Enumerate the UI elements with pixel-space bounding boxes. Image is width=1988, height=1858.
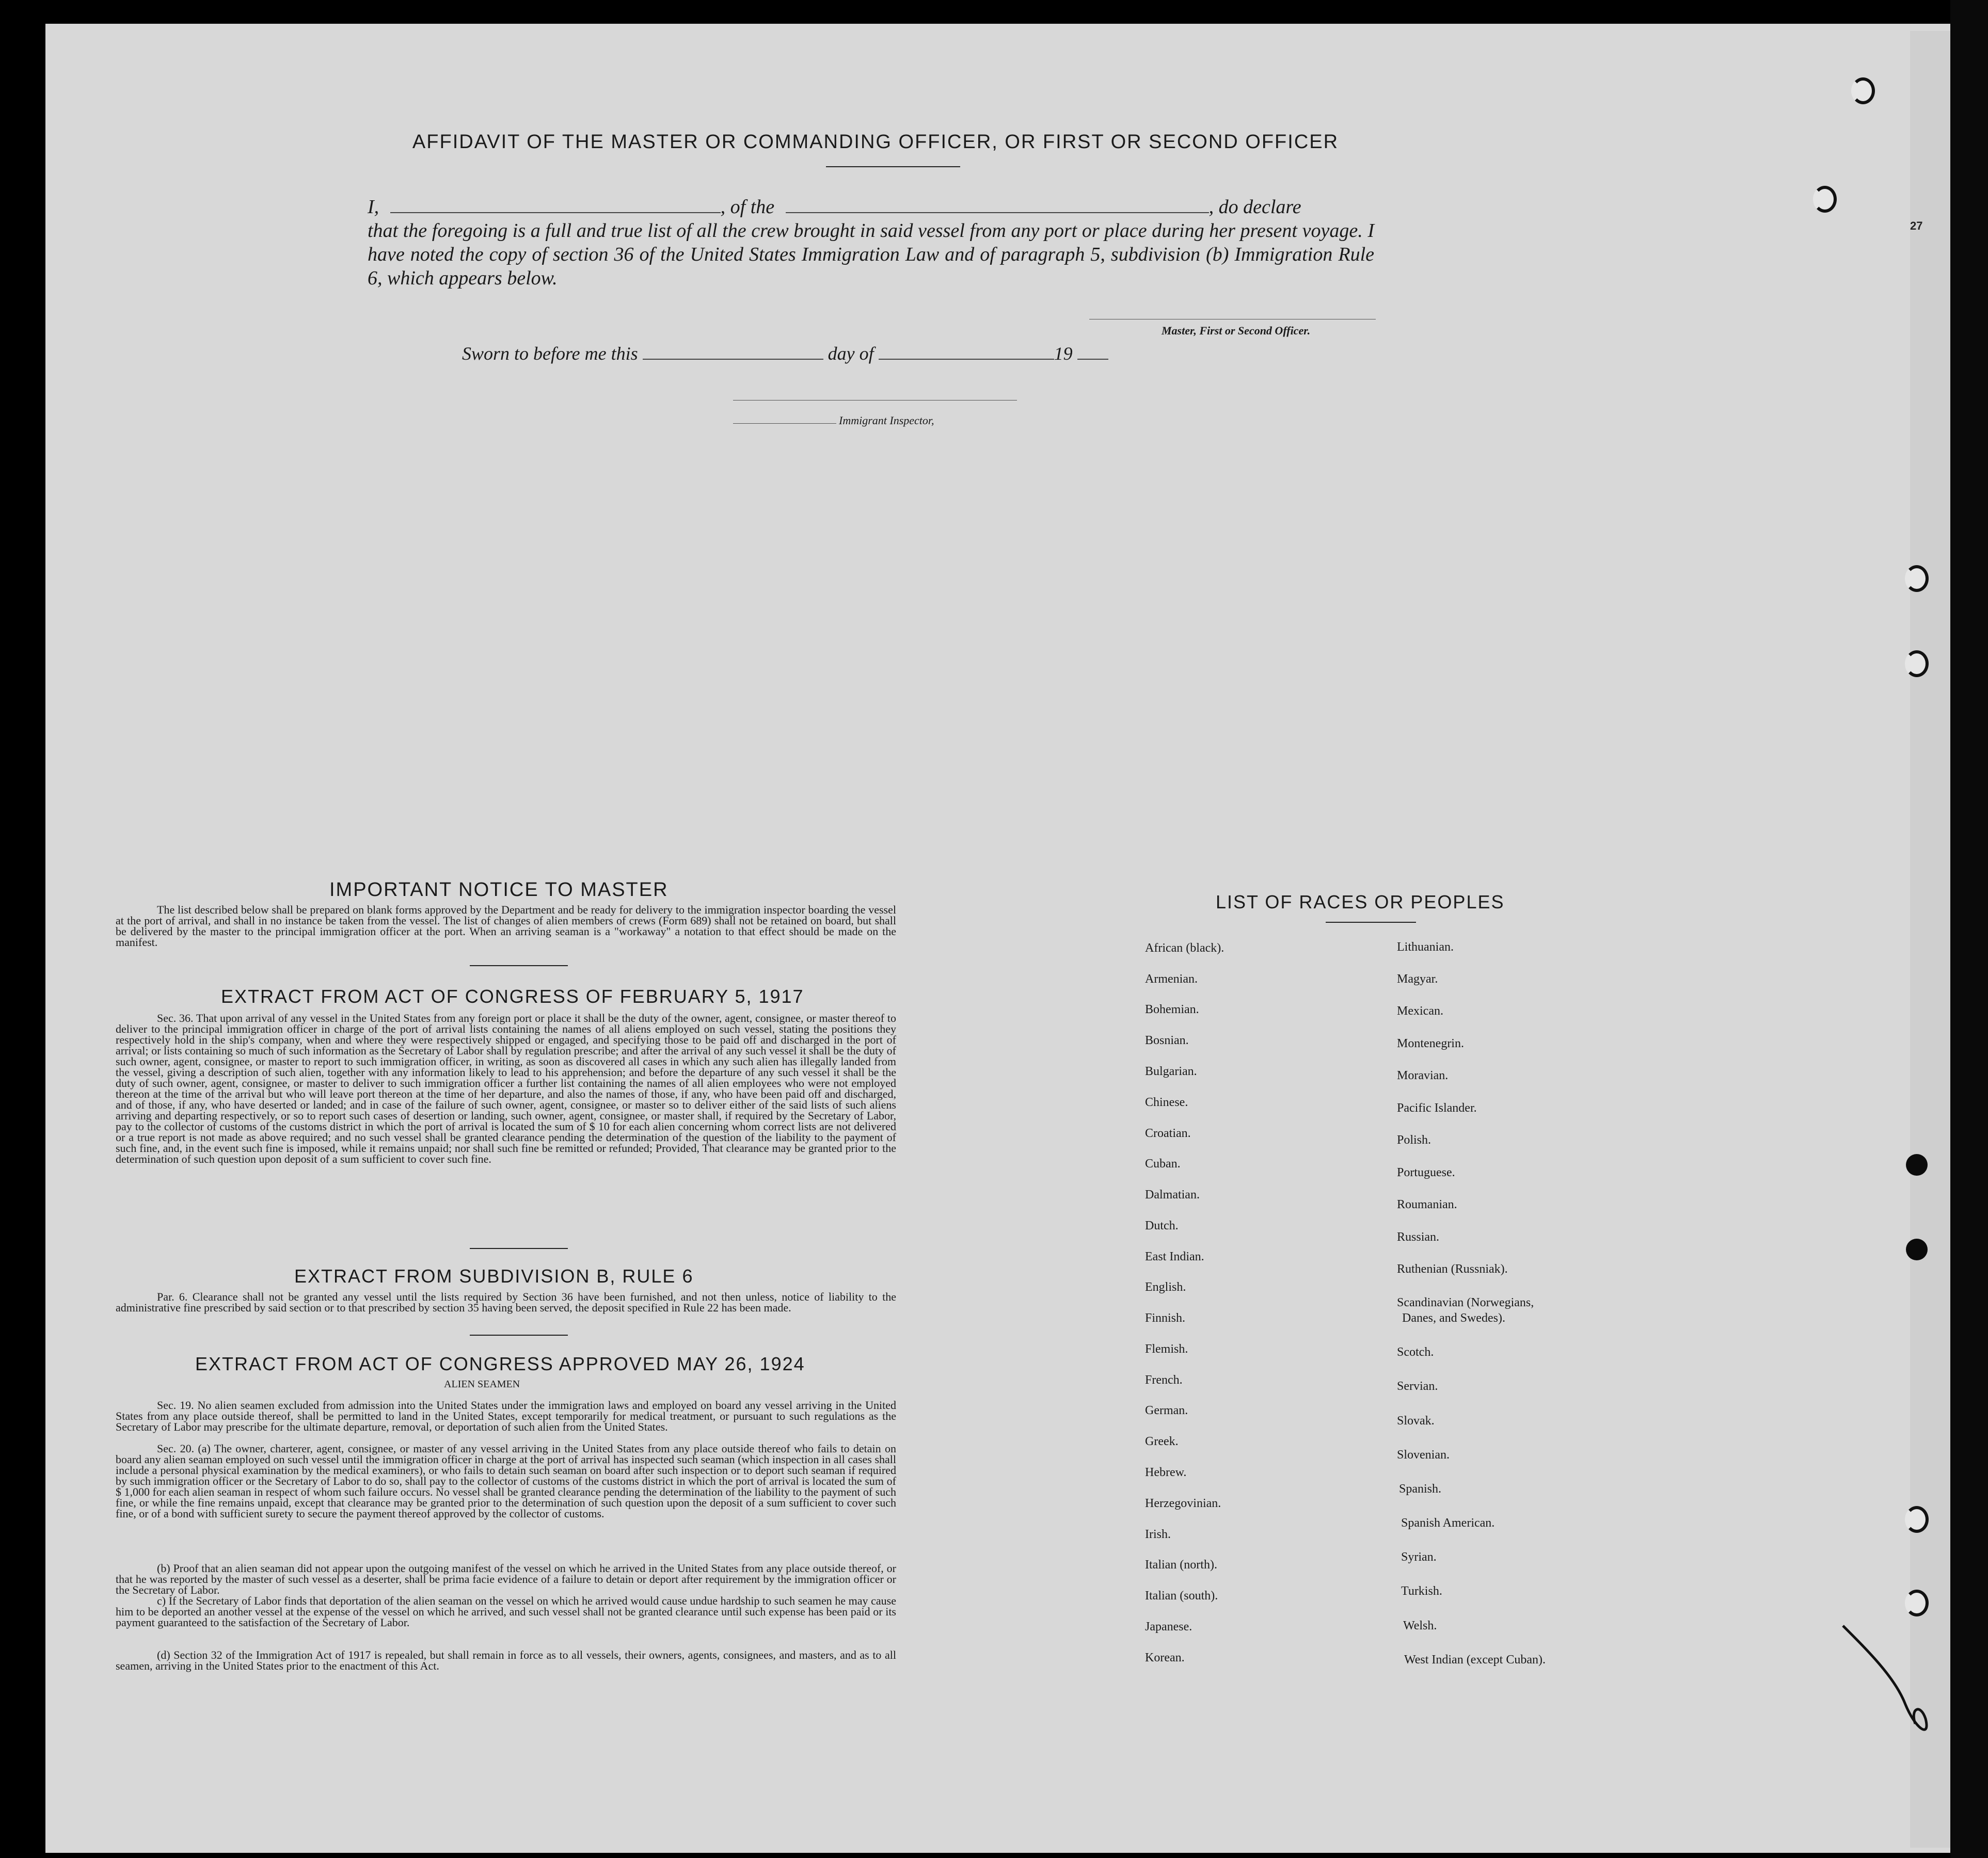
race-item: West Indian (except Cuban).	[1404, 1653, 1546, 1667]
extract-1917-body: Sec. 36. That upon arrival of any vessel in the United States from any foreign port or place it shall be the duty of the owner, agent, consignee, or master thereof to deliver to the principal immigration officer in charge of the port of arrival lists containing the names of all aliens employed on such vessel, stating the positions they respectively hold in the ship's company, when and where they were respectively shipped or engaged, and specifying those to be paid off and discharged in the port of arrival; or lists containing so much of such information as the Secretary of Labor shall by regulation prescribe; and after the arrival of any such vessel it shall be the duty of such owner, agent, consignee, or master to report to such immigration officer, in writing, as soon as discovered all cases in which any such alien has illegally landed from the vessel, giving a description of such alien, together with any information likely to lead to his apprehension; and before the departure of any such vessel it shall be the duty of such owner, agent, consignee, or master to deliver to such immigration officer a further list containing the names of all alien employees who were not employed thereon at the time of the arrival but who will leave port thereon at the time of her departure, and also the names of those, if any, who have been paid off and discharged, and of those, if any, who have deserted or landed; and in case of the failure of such owner, agent, consignee, or master so to deliver either of the said lists of such aliens arriving and departing respectively, or so to report such cases of desertion or landing, such owner, agent, consignee, or master shall, if required by the Secretary of Labor, pay to the collector of customs of the customs district in which the port of arrival is located the sum of $ 10 for each alien concerning whom correct lists are not delivered or a true report is not made as above required; and no such vessel shall be granted clearance pending the determination of the question of the liability to the payment of such fine, and, in the event such fine is imposed, while it remains unpaid; nor shall such fine be remitted or refunded; Provided, That clearance may be granted prior to the determination of such question upon deposit of a sum sufficient to cover such fine.	[116, 1012, 896, 1165]
pencil-mark	[1838, 1621, 1941, 1744]
race-item: Ruthenian (Russniak).	[1397, 1262, 1508, 1276]
race-item: Cuban.	[1145, 1157, 1181, 1171]
page-edge-strip	[1910, 31, 1950, 1848]
extract-1924-sec20a: Sec. 20. (a) The owner, charterer, agent, consignee, or master of any vessel arriving in the United States from any place outside thereof who fails to detain on board any alien seaman employed on such vessel until the immigration officer in charge at the port of arrival has inspected such seaman (which inspection in all cases shall include a personal physical examination by the medical examiners), or who fails to detain such seaman on board after such inspection or to deport such seaman if required by such immigration officer or the Secretary of Labor to do so, shall pay to the collector of customs of the customs district in which the port of arrival is located the sum of $ 1,000 for each alien seaman in respect of whom such failure occurs. No vessel shall be granted clearance pending the determination of the liability to the payment of such fine, or while the fine remains unpaid, except that clearance may be granted prior to the determination of such question upon the deposit of a sum sufficient to cover such fine, or of a bond with sufficient surety to secure the payment thereof approved by the collector of customs.	[116, 1442, 896, 1520]
race-item: Montenegrin.	[1397, 1037, 1464, 1050]
binder-hole	[1905, 1590, 1929, 1616]
race-item: Syrian.	[1401, 1550, 1437, 1564]
scan-border	[1950, 0, 1988, 1858]
binder-hole	[1905, 1506, 1929, 1533]
extract-1924-sec20b: (b) Proof that an alien seaman did not appear upon the outgoing manifest of the vessel on which he arrived in the United States from any place outside thereof, or that he was reported by the master of such vessel as a deserter, shall be prima facie evidence of a failure to detain or deport after requirement by the immigration officer or the Secretary of Labor.	[116, 1562, 896, 1596]
sworn-text: Sworn to before me this	[462, 343, 638, 364]
race-item: Turkish.	[1401, 1584, 1442, 1598]
binder-hole	[1906, 1154, 1928, 1176]
race-item: German.	[1145, 1404, 1188, 1417]
race-item: Scotch.	[1397, 1346, 1434, 1359]
race-item: Welsh.	[1403, 1619, 1437, 1632]
sworn-month-field[interactable]	[879, 359, 1054, 360]
race-item: Lithuanian.	[1397, 940, 1454, 954]
sworn-line	[462, 343, 1108, 364]
inspector-line-2[interactable]	[733, 423, 836, 424]
extract-1917-title: EXTRACT FROM ACT OF CONGRESS OF FEBRUARY 5, 1917	[221, 986, 804, 1007]
race-item: Korean.	[1145, 1651, 1185, 1664]
race-item: Armenian.	[1145, 972, 1198, 986]
rule6-title: EXTRACT FROM SUBDIVISION B, RULE 6	[294, 1266, 694, 1287]
notice-body: The list described below shall be prepared on blank forms approved by the Department and be ready for delivery to the immigration inspector boarding the vessel at the port of arrival, and shall in no instance be taken from the vessel. The list of changes of alien members of crews (Form 689) shall not be retained on board, but shall be delivered by the master to the principal immigration officer at the port. When an arriving seaman is a "workaway" a notation to that effect should be made on the manifest.	[116, 903, 896, 949]
affidavit-i: I,	[368, 196, 379, 218]
race-item: Pacific Islander.	[1397, 1101, 1477, 1115]
race-item: English.	[1145, 1280, 1186, 1294]
inspector-label: Immigrant Inspector,	[839, 414, 934, 427]
race-item: Bohemian.	[1145, 1003, 1199, 1016]
signature-label: Master, First or Second Officer.	[1162, 324, 1311, 337]
notice-title: IMPORTANT NOTICE TO MASTER	[329, 879, 669, 901]
binder-hole	[1851, 77, 1875, 104]
race-item: Portuguese.	[1397, 1166, 1455, 1179]
race-item: Dalmatian.	[1145, 1188, 1200, 1202]
race-item: Japanese.	[1145, 1620, 1192, 1633]
race-item: Moravian.	[1397, 1069, 1449, 1082]
affidavit-title: AFFIDAVIT OF THE MASTER OR COMMANDING OFFICER, OR FIRST OR SECOND OFFICER	[412, 131, 1339, 153]
race-item: Flemish.	[1145, 1342, 1188, 1356]
sworn-day-field[interactable]	[643, 359, 823, 360]
races-title: LIST OF RACES OR PEOPLES	[1216, 891, 1505, 912]
race-item: Danes, and Swedes).	[1402, 1311, 1505, 1325]
race-item: Dutch.	[1145, 1219, 1179, 1232]
sworn-year-field[interactable]	[1077, 359, 1108, 360]
race-item: Bulgarian.	[1145, 1065, 1197, 1078]
race-item: French.	[1145, 1373, 1183, 1387]
race-item: Magyar.	[1397, 972, 1438, 986]
extract-1924-sec19: Sec. 19. No alien seamen excluded from admission into the United States under the immigration laws and employed on board any vessel arriving in the United States from any place outside thereof, shall be permitted to land in the United States, except temporarily for medical treatment, or pursuant to such regulations as the Secretary of Labor may prescribe for the ultimate departure, removal, or deportation of such alien from the United States.	[116, 1399, 896, 1433]
affidavit-of-the: , of the	[720, 196, 775, 218]
year-prefix: 19	[1054, 343, 1073, 364]
divider	[470, 1248, 568, 1249]
race-item: Croatian.	[1145, 1127, 1191, 1140]
race-item: Spanish.	[1399, 1482, 1442, 1496]
extract-1924-title: EXTRACT FROM ACT OF CONGRESS APPROVED MAY 26, 1924	[195, 1353, 805, 1374]
race-item: Greek.	[1145, 1435, 1179, 1448]
race-item: East Indian.	[1145, 1250, 1204, 1263]
binder-hole	[1813, 186, 1837, 213]
inspector-line[interactable]	[733, 400, 1017, 401]
name-field[interactable]	[390, 212, 721, 213]
rule6-body: Par. 6. Clearance shall not be granted any vessel until the lists required by Section 36 have been furnished, and not then unless, notice of liability to the administrative fine prescribed by said section or to that prescribed by section 35 having been served, the deposit specified in Rule 22 has been made.	[116, 1290, 896, 1314]
divider	[470, 1335, 568, 1336]
binder-hole	[1905, 650, 1929, 677]
extract-1924-sec20d: (d) Section 32 of the Immigration Act of 1917 is repealed, but shall remain in force as to all vessels, their owners, agents, consignees, and masters, and as to all seamen, arriving in the United States prior to the enactment of this Act.	[116, 1648, 896, 1672]
race-item: Chinese.	[1145, 1096, 1188, 1109]
affidavit-body: that the foregoing is a full and true list of all the crew brought in said vessel from any port or place during her present voyage. I have noted the copy of section 36 of the United States Immigration Law and of paragraph 5, subdivision (b) Immigration Rule 6, which appears below.	[368, 220, 1374, 289]
race-item: African (black).	[1145, 941, 1224, 955]
race-item: Slovenian.	[1397, 1448, 1450, 1462]
race-item: Spanish American.	[1401, 1516, 1495, 1530]
race-item: Italian (north).	[1145, 1558, 1217, 1572]
race-item: Herzegovinian.	[1145, 1497, 1221, 1510]
binder-hole	[1906, 1239, 1928, 1260]
race-item: Roumanian.	[1397, 1198, 1457, 1211]
affidavit-declaration	[368, 195, 1374, 290]
day-of-text: day of	[828, 343, 874, 364]
race-item: Irish.	[1145, 1528, 1171, 1541]
extract-1924-sec20c: c) If the Secretary of Labor finds that deportation of the alien seaman on the vessel on which he arrived would cause undue hardship to such seamen he may cause him to be deported an another vessel at the expense of the vessel on which he arrived, and such vessel shall not be granted clearance until such expense has been paid or its payment guaranteed to the satisfaction of the Secretary of Labor.	[116, 1594, 896, 1629]
race-item: Italian (south).	[1145, 1589, 1218, 1603]
race-item: Finnish.	[1145, 1311, 1186, 1325]
race-item: Mexican.	[1397, 1004, 1443, 1018]
race-item: Servian.	[1397, 1380, 1438, 1393]
vessel-field[interactable]	[786, 212, 1209, 213]
extract-1924-subtitle: ALIEN SEAMEN	[444, 1379, 520, 1390]
divider	[1326, 922, 1416, 923]
race-item: Hebrew.	[1145, 1466, 1187, 1479]
race-item: Bosnian.	[1145, 1034, 1189, 1047]
race-item: Scandinavian (Norwegians,	[1397, 1296, 1534, 1309]
binder-hole	[1905, 565, 1929, 592]
race-item: Slovak.	[1397, 1414, 1435, 1428]
margin-mark: 27	[1910, 219, 1923, 232]
affidavit-do-declare: , do declare	[1208, 196, 1301, 218]
race-item: Polish.	[1397, 1133, 1432, 1147]
race-item: Russian.	[1397, 1230, 1440, 1244]
divider	[470, 965, 568, 966]
divider	[826, 166, 960, 167]
